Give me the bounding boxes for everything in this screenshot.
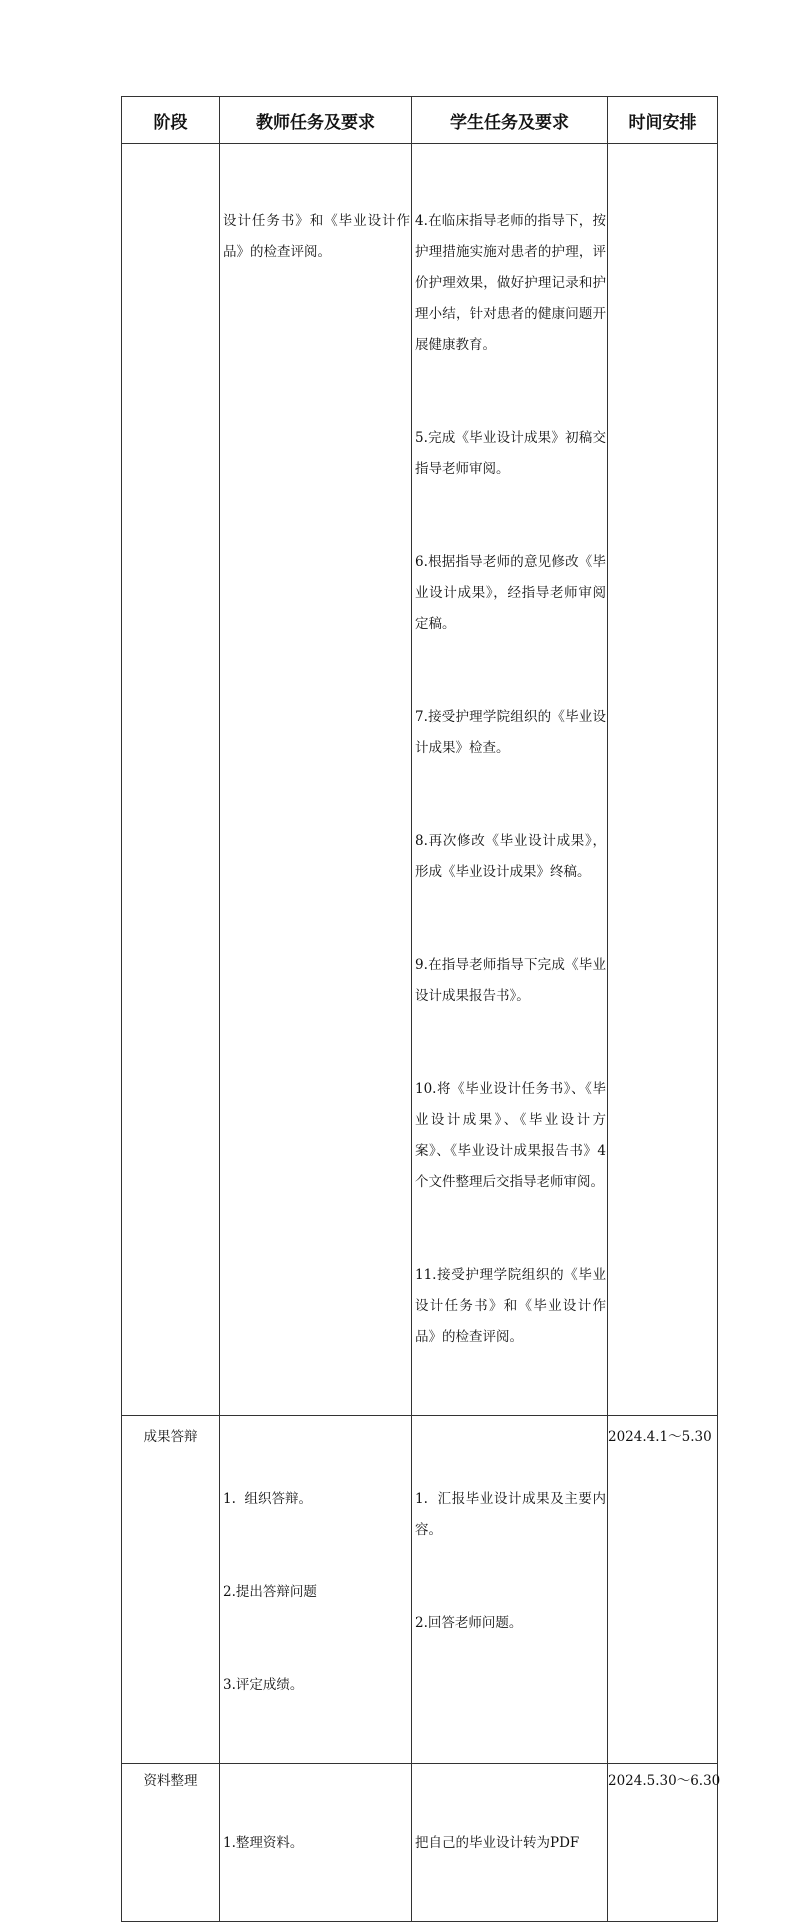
teacher-item: 2.提出答辩问题	[223, 1584, 317, 1600]
stage-cell: 资料整理	[122, 1764, 220, 1922]
student-item: 7.接受护理学院组织的《毕业设计成果》检查。	[415, 709, 606, 756]
table-row	[122, 1416, 718, 1764]
teacher-cell	[220, 144, 412, 1416]
student-item: 4.在临床指导老师的指导下，按护理措施实施对患者的护理，评价护理效果，做好护理记录和护理小结，针对患者的健康问题开展健康教育。	[415, 213, 606, 353]
student-item: 1. 汇报毕业设计成果及主要内容。	[415, 1491, 606, 1538]
student-item: 9.在指导老师指导下完成《毕业设计成果报告书》。	[415, 957, 606, 1004]
student-item: 5.完成《毕业设计成果》初稿交指导老师审阅。	[415, 430, 606, 477]
header-time: 时间安排	[608, 97, 718, 144]
time-cell: 2024.5.30～6.30	[608, 1764, 718, 1922]
student-item: 2.回答老师问题。	[415, 1615, 523, 1631]
teacher-cell	[220, 1764, 412, 1922]
time-cell: 2024.4.1～5.30	[608, 1416, 718, 1764]
time-cell	[608, 144, 718, 1416]
header-row	[122, 97, 718, 144]
teacher-item: 设计任务书》和《毕业设计作品》的检查评阅。	[223, 213, 410, 260]
teacher-item: 1.整理资料。	[223, 1835, 304, 1851]
student-cell	[412, 1416, 608, 1764]
student-item: 8.再次修改《毕业设计成果》，形成《毕业设计成果》终稿。	[415, 833, 606, 880]
teacher-item: 3.评定成绩。	[223, 1677, 304, 1693]
header-stage: 阶段	[122, 97, 220, 144]
header-teacher: 教师任务及要求	[220, 97, 412, 144]
stage-cell	[122, 144, 220, 1416]
student-cell	[412, 1764, 608, 1922]
student-cell	[412, 144, 608, 1416]
header-student: 学生任务及要求	[412, 97, 608, 144]
student-item: 把自己的毕业设计转为PDF	[415, 1835, 580, 1851]
student-item: 6.根据指导老师的意见修改《毕业设计成果》，经指导老师审阅定稿。	[415, 554, 606, 632]
table-row	[122, 1764, 718, 1922]
teacher-item: 1. 组织答辩。	[223, 1491, 312, 1507]
student-item: 10.将《毕业设计任务书》、《毕业设计成果》、《毕业设计方案》、《毕业设计成果报告书》4个文件整理后交指导老师审阅。	[415, 1081, 606, 1190]
teacher-cell	[220, 1416, 412, 1764]
plan-table	[121, 96, 721, 1922]
table-row	[122, 144, 718, 1416]
student-item: 11.接受护理学院组织的《毕业设计任务书》和《毕业设计作品》的检查评阅。	[415, 1267, 606, 1345]
stage-cell: 成果答辩	[122, 1416, 220, 1764]
